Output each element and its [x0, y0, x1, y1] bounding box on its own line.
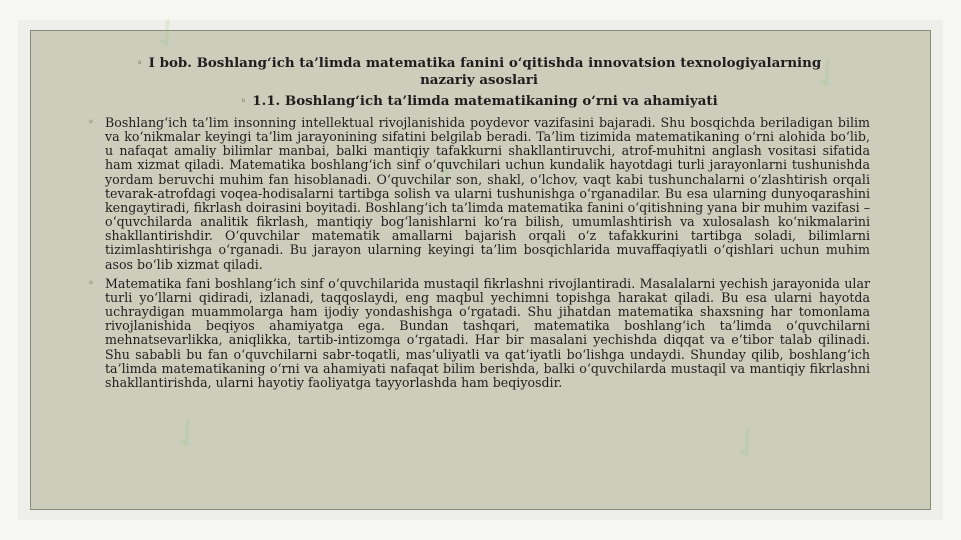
bullet-icon: ◦ [240, 96, 247, 107]
watermark-logo: ✓ [720, 415, 775, 473]
bullet-icon: ◦ [136, 58, 143, 69]
watermark-logo: ✓ [160, 405, 215, 463]
paragraph-text: Boshlang‘ich ta’lim insonning intellektual rivojlanishida poydevor vazifasini bajaradi. Shu bosqichda beriladigan bilim va ko‘nikmalar keyingi ta’lim jarayonining sifatini belgilab beradi. Ta’lim tizimida matematikaning o‘rni alohida bo‘lib, u nafaqat amaliy bilimlar manbai, balki mantiqiy tafakkurni shakllantiruvchi, atrof-muhitni anglash vositasi sifatida ham xizmat qiladi. Matematika boshlang‘ich sinf o‘quvchilari uchun kundalik hayotdagi turli jarayonlarni tushunishda yordam beruvchi muhim fan hisoblanadi. O‘quvchilar son, shakl, o‘lchov, vaqt kabi tushunchalarni o‘zlashtirish orqali tevarak-atrofdagi voqea-hodisalarni tartibga solish va ularni tushunishga o‘rganadilar. Bu esa ularning dunyoqarashini kengaytiradi, fikrlash doirasini boyitadi. Boshlang‘ich ta’limda matematika fanini o‘qitishning yana bir muhim vazifasi – o‘quvchilarda analitik fikrlash, mantiqiy bog‘lanishlarni ko‘ra bilish, umumlashtirish va xulosalash ko‘nikmalarini shakllantirishdir. O‘quvchilar matematik amallarni bajarish orqali o‘z tafakkurini tartibga soladi, bilimlarni tizimlashtirishga o‘rganadi. Bu jarayon ularning keyingi ta’lim bosqichlarida muvaffaqiyatli o‘qishlari uchun muhim asos bo‘lib xizmat qiladi. [105, 115, 870, 272]
chapter-heading-text: I bob. Boshlang‘ich ta’limda matematika fanini o‘qitishda innovatsion texnologiyalarning nazariy asoslari [148, 55, 822, 88]
section-heading-text: 1.1. Boshlang‘ich ta’limda matematikaning o‘rni va ahamiyati [252, 93, 718, 109]
watermark-logo: ✓ [800, 45, 855, 103]
paragraph-text: Matematika fani boshlang‘ich sinf o‘quvchilarida mustaqil fikrlashni rivojlantiradi. Masalalarni yechish jarayonida ular turli yo‘llarni qidiradi, izlanadi, taqqoslaydi, eng maqbul yechimni topishga harakat qiladi. Bu esa ularni hayotda uchraydigan muammolarga ham ijodiy yondashishga o‘rgatadi. Shu jihatdan matematika shaxsning har tomonlama rivojlanishida beqiyos ahamiyatga ega. Bundan tashqari, matematika boshlang‘ich ta’limda o‘quvchilarni mehnatsevarlikka, aniqlikka, tartib-intizomga o‘rgatadi. Har bir masalani yechishda diqqat va e’tibor talab qilinadi. Shu sababli bu fan o‘quvchilarni sabr-toqatli, mas’uliyatli va qat’iyatli bo‘lishga undaydi. Shunday qilib, boshlang‘ich ta’limda matematikaning o‘rni va ahamiyati nafaqat bilim berishda, balki o‘quvchilarda mustaqil va mantiqiy fikrlashni shakllantirishda, ularni hayotiy faoliyatga tayyorlashda ham beqiyosdir. [105, 275, 870, 390]
body-paragraph-2 [88, 277, 870, 390]
watermark-logo: ✓ [140, 5, 195, 63]
watermark-logo: ✓ [420, 145, 475, 203]
body-paragraph-1 [88, 116, 870, 272]
bullet-icon: ◦ [88, 117, 94, 128]
chapter-heading [108, 55, 850, 88]
section-heading [88, 93, 870, 110]
slide-content [88, 55, 870, 395]
bullet-icon: ◦ [88, 277, 94, 289]
